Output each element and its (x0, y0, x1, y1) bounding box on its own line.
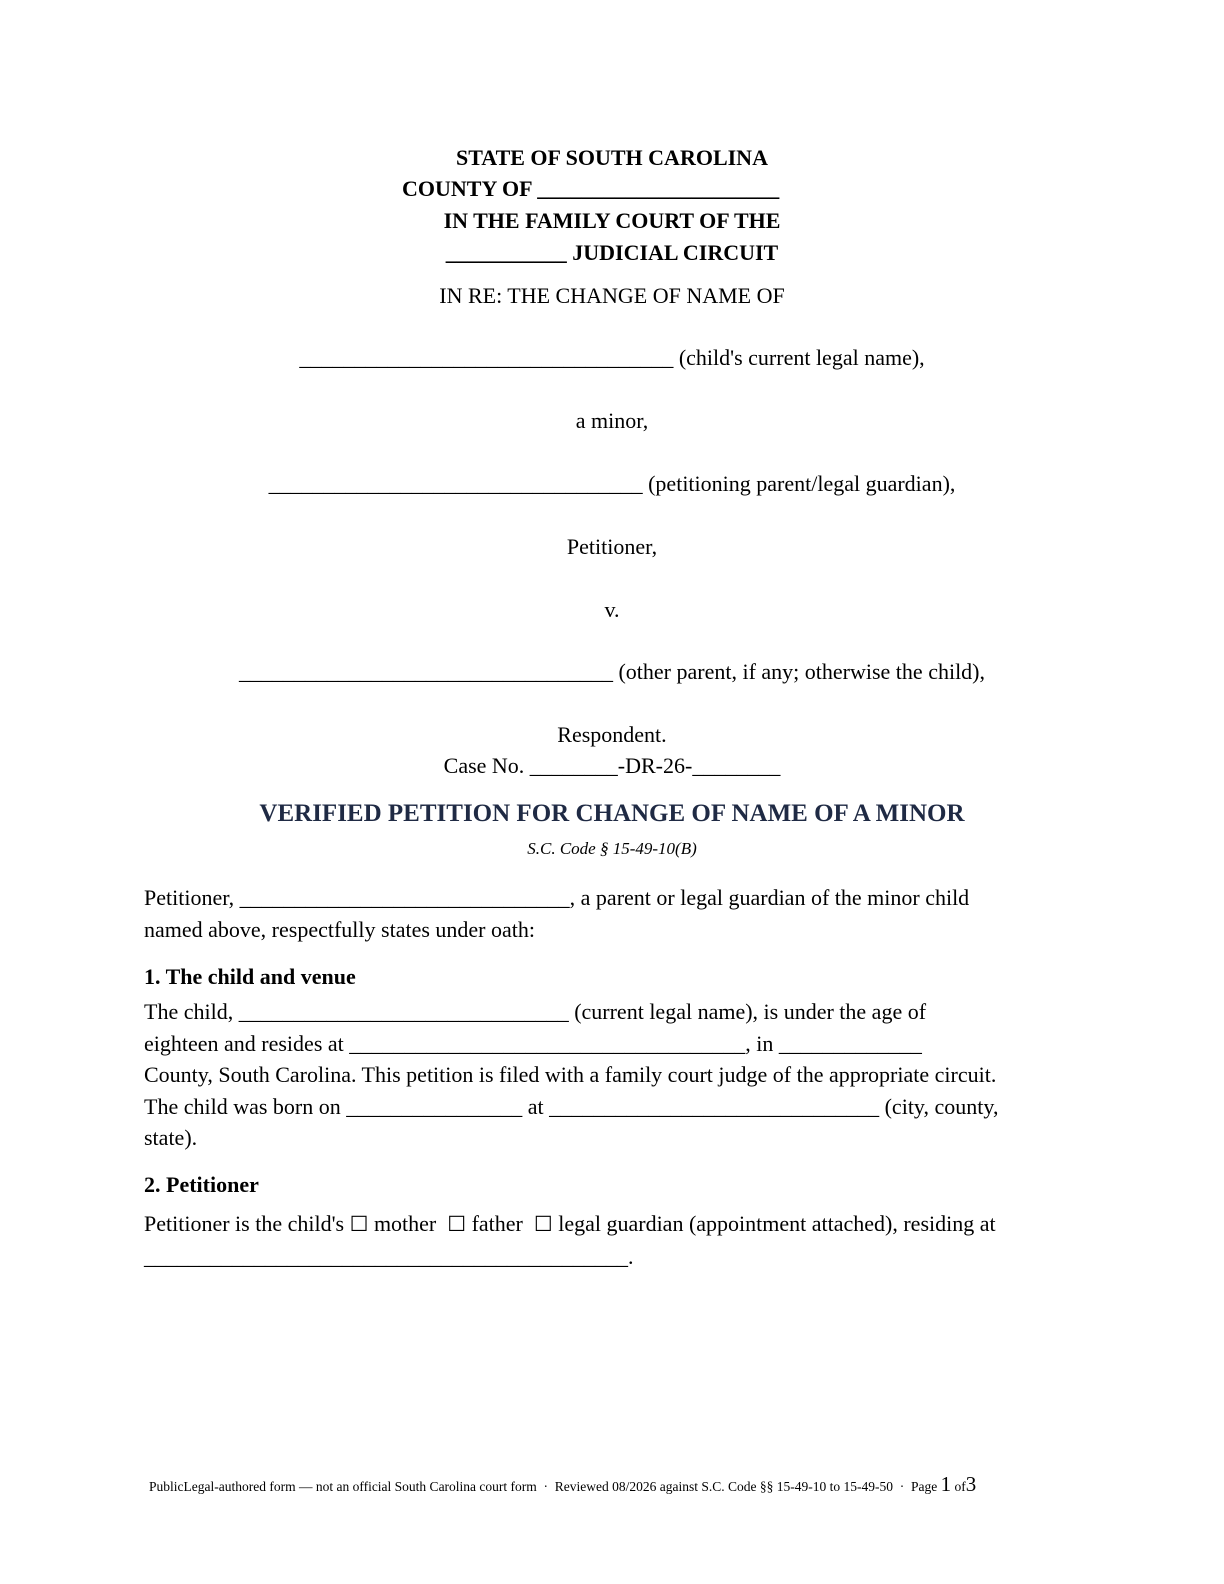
section-1-line-5: state). (144, 1125, 198, 1150)
petition-title: VERIFIED PETITION FOR CHANGE OF NAME OF A MINOR (259, 800, 965, 827)
footer-text: PublicLegal-authored form — not an official South Carolina court form · Reviewed 08/2026 against S.C. Code §§ 15-49-10 to 15-49-50 · Page (149, 1479, 938, 1494)
section-1-paragraph (144, 996, 1084, 1154)
caption-state: STATE OF SOUTH CAROLINA (456, 145, 768, 170)
respondent-line: __________________________________ (other parent, if any; otherwise the child), (238, 659, 986, 684)
section-1-heading: 1. The child and venue (144, 964, 356, 989)
petitioning-parent-line: __________________________________ (petitioning parent/legal guardian), (268, 471, 956, 496)
section-2-paragraph (144, 1208, 1084, 1272)
caption-county: COUNTY OF ______________________ (402, 176, 780, 201)
section-2-line-1 (144, 1208, 1084, 1241)
minor-label: a minor, (575, 408, 649, 433)
caption-circuit: ___________ JUDICIAL CIRCUIT (445, 240, 779, 265)
guardian-checkbox[interactable]: ☐ (533, 1212, 553, 1236)
section-1-line-2: eighteen and resides at ____________________________________, in _____________ (144, 1030, 922, 1056)
respondent-label: Respondent. (557, 722, 667, 747)
petitioner-label: Petitioner, (566, 534, 658, 559)
footer-of: of (954, 1479, 966, 1494)
section-2-lead: Petitioner is the child's (144, 1211, 345, 1236)
intro-line-1: Petitioner, ______________________________, a parent or legal guardian of the minor child (144, 885, 970, 910)
guardian-option-label: legal guardian (appointment attached), residing at (558, 1211, 996, 1236)
case-number: Case No. ________-DR-26-________ (443, 753, 781, 778)
intro-paragraph (144, 882, 1084, 945)
mother-checkbox[interactable]: ☐ (349, 1212, 369, 1236)
footer-page-number: 1 (940, 1472, 952, 1496)
father-checkbox[interactable]: ☐ (447, 1212, 467, 1236)
footer-total-pages: 3 (965, 1472, 977, 1496)
mother-option-label: mother (373, 1211, 437, 1236)
caption-in-re: IN RE: THE CHANGE OF NAME OF (439, 283, 785, 308)
section-1-line-3: County, South Carolina. This petition is filed with a family court judge of the appropriate circuit. (144, 1062, 997, 1087)
caption-court: IN THE FAMILY COURT OF THE (443, 208, 781, 233)
intro-line-2: named above, respectfully states under oath: (144, 916, 535, 942)
section-2-heading: 2. Petitioner (144, 1172, 259, 1197)
statute-citation: S.C. Code § 15-49-10(B) (527, 839, 697, 858)
section-1-line-1: The child, ______________________________ (current legal name), is under the age of (144, 999, 927, 1024)
versus-label: v. (604, 597, 620, 622)
section-1-line-4: The child was born on ________________ at ______________________________ (city, county, (144, 1093, 999, 1119)
father-option-label: father (471, 1211, 523, 1236)
petitioner-address-line: ____________________________________________. (144, 1243, 634, 1269)
page-footer (149, 1474, 976, 1497)
child-name-line: __________________________________ (child's current legal name), (299, 345, 925, 370)
